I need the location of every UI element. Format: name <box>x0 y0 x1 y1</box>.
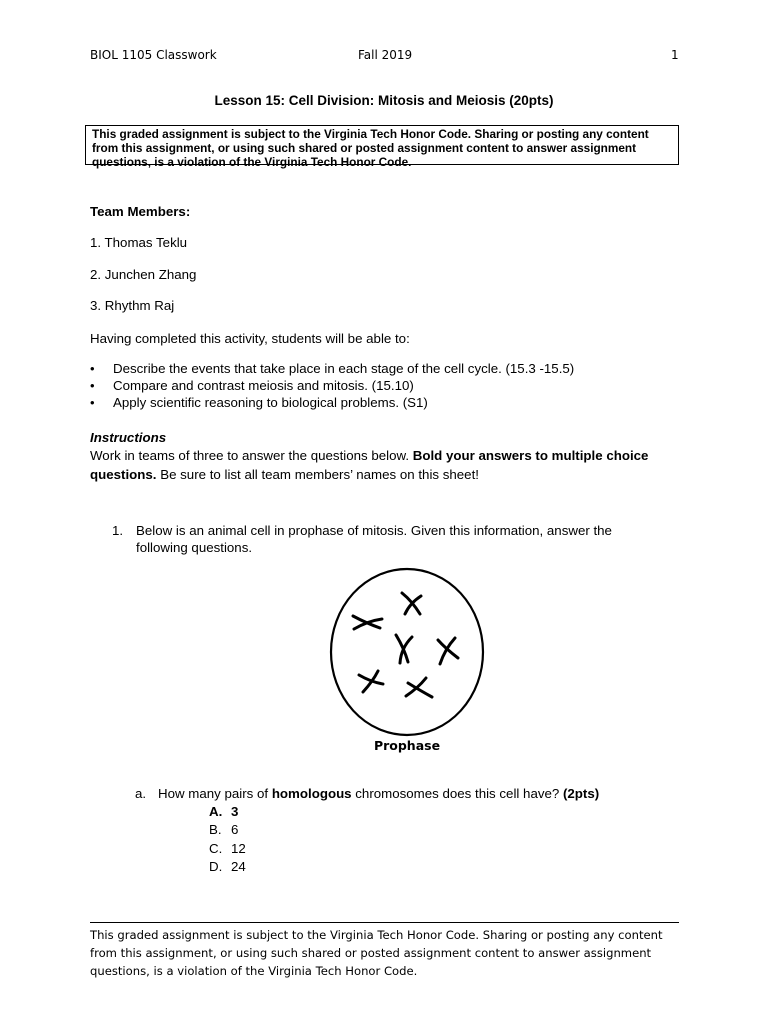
footer-divider <box>90 922 679 923</box>
honor-code-box: This graded assignment is subject to the Virginia Tech Honor Code. Sharing or posting any content from this assignment, or using such shared or posted assignment content to answer assignment questions, is a violation of the Virginia Tech Honor Code. <box>85 125 679 165</box>
figure-caption: Prophase <box>373 738 441 753</box>
question-1a-text-1: How many pairs of <box>158 786 272 801</box>
option-letter: A. <box>209 804 223 819</box>
team-member-1: 1. Thomas Teklu <box>90 235 188 250</box>
objectives-intro: Having completed this activity, students will be able to: <box>90 331 410 346</box>
chromosome-icon <box>406 678 432 697</box>
question-1a-text <box>158 786 599 801</box>
objective-text: Apply scientific reasoning to biological problems. (S1) <box>113 395 428 410</box>
instructions-text-1: Work in teams of three to answer the questions below. <box>90 448 413 463</box>
objectives-list <box>90 360 690 411</box>
footer-honor-code: This graded assignment is subject to the Virginia Tech Honor Code. Sharing or posting any content from this assignment, or using such shared or posted assignment content to answer assignment questions, is a violation of the Virginia Tech Honor Code. <box>90 928 663 978</box>
option-letter: B. <box>209 822 222 837</box>
answer-option-a[interactable] <box>209 804 238 819</box>
option-value: 3 <box>231 804 239 819</box>
chromosome-icon <box>359 671 383 692</box>
cell-membrane <box>331 569 483 735</box>
objective-item <box>90 377 690 394</box>
option-value: 24 <box>231 859 246 874</box>
chromosome-icon <box>396 635 412 663</box>
answer-option-d[interactable] <box>209 859 246 874</box>
question-1a-points: (2pts) <box>562 786 600 801</box>
bullet-icon: • <box>90 395 95 410</box>
question-1a-text-bold: homologous <box>271 786 352 801</box>
answer-option-c[interactable] <box>209 841 246 856</box>
prophase-cell-figure <box>326 566 488 738</box>
chromosome-icon <box>353 616 382 629</box>
question-1a-label: a. <box>135 786 147 801</box>
objective-text: Compare and contrast meiosis and mitosis. (15.10) <box>113 378 414 393</box>
instructions-heading: Instructions <box>90 430 167 445</box>
option-value: 12 <box>231 841 246 856</box>
option-letter: C. <box>209 841 223 856</box>
team-heading: Team Members: <box>90 204 191 219</box>
objective-item <box>90 360 690 377</box>
chromosome-icon <box>438 638 458 664</box>
instructions-text-bold: Bold your answers to multiple choice questions. <box>90 448 649 482</box>
objective-text: Describe the events that take place in each stage of the cell cycle. (15.3 -15.5) <box>113 361 575 376</box>
bullet-icon: • <box>90 378 95 393</box>
option-value: 6 <box>231 822 239 837</box>
team-member-3: 3. Rhythm Raj <box>90 298 175 313</box>
objective-item <box>90 394 690 411</box>
answer-option-b[interactable] <box>209 822 238 837</box>
option-letter: D. <box>209 859 223 874</box>
header-term: Fall 2019 <box>358 48 413 62</box>
page-title: Lesson 15: Cell Division: Mitosis and Meiosis (20pts) <box>214 93 554 108</box>
question-1-number: 1. <box>112 523 124 538</box>
chromosome-icon <box>402 593 421 614</box>
header-course: BIOL 1105 Classwork <box>90 48 217 62</box>
instructions-text <box>90 447 690 484</box>
question-1a-text-2: chromosomes does this cell have? <box>351 786 563 801</box>
bullet-icon: • <box>90 361 95 376</box>
question-1-text: Below is an animal cell in prophase of mitosis. Given this information, answer the following questions. <box>136 523 612 555</box>
team-member-2: 2. Junchen Zhang <box>90 267 197 282</box>
instructions-text-2: Be sure to list all team members’ names on this sheet! <box>156 466 479 482</box>
header-page-number: 1 <box>671 48 679 62</box>
